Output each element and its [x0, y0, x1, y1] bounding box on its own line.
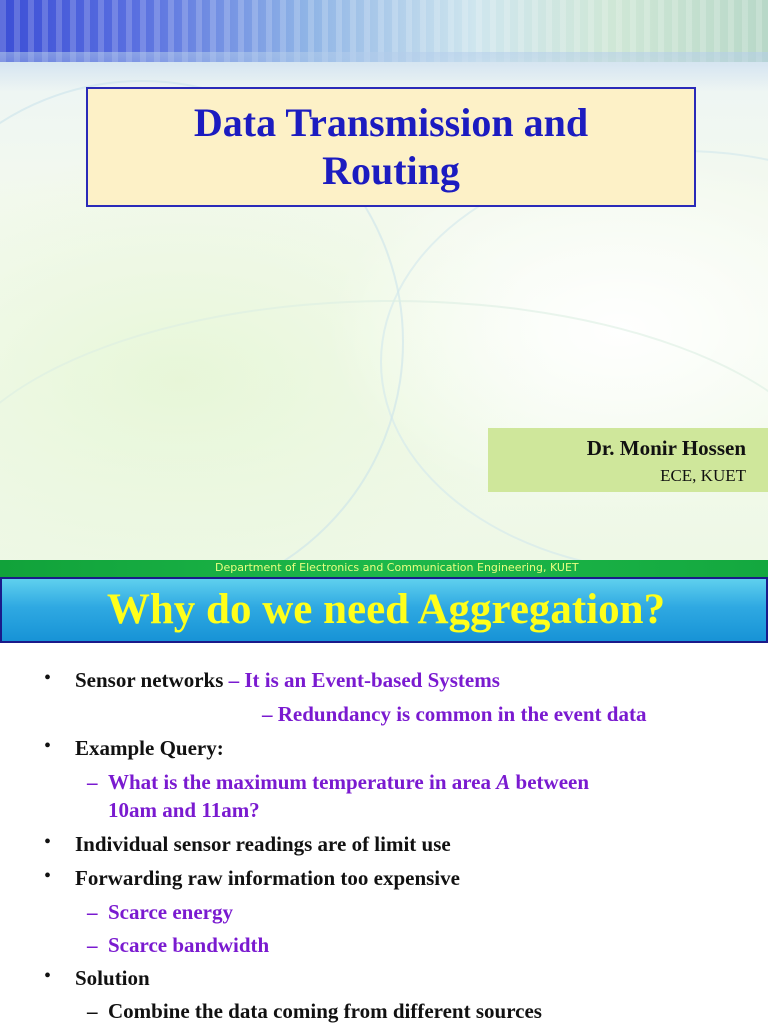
list-item	[262, 701, 646, 727]
content-slide	[0, 560, 768, 1024]
title-box	[86, 87, 696, 207]
bullet-marker: •	[44, 831, 52, 853]
query-line-two: 10am and 11am?	[108, 798, 260, 822]
query-pre: What is the maximum temperature in area	[108, 770, 492, 794]
query-variable: A	[496, 770, 511, 794]
forwarding-raw: Forwarding raw information too expensive	[75, 866, 460, 890]
list-item	[75, 667, 500, 693]
heading-bar	[0, 577, 768, 643]
individual-readings: Individual sensor readings are of limit use	[75, 832, 451, 856]
sensor-sub-event: – It is an Event-based Systems	[228, 668, 500, 692]
dash-marker: –	[87, 999, 98, 1023]
department-band	[0, 560, 768, 577]
example-query-label: Example Query:	[75, 736, 224, 760]
slide-title: Data Transmission and Routing	[193, 100, 589, 193]
dash-marker: –	[87, 770, 98, 794]
combine-data: Combine the data coming from different sources	[108, 999, 542, 1023]
bullet-marker: •	[44, 735, 52, 757]
author-box	[488, 428, 768, 492]
top-decorative-band	[0, 0, 768, 62]
solution-label: Solution	[75, 966, 150, 990]
dash-marker: –	[87, 900, 98, 924]
bullet-marker: •	[44, 965, 52, 987]
slide-heading: Why do we need Aggregation?	[106, 586, 666, 633]
scarce-bandwidth: Scarce bandwidth	[108, 933, 270, 957]
sensor-networks-label: Sensor networks	[75, 668, 224, 692]
dash-marker: –	[87, 933, 98, 957]
bullet-marker: •	[44, 865, 52, 887]
bullet-marker: •	[44, 667, 52, 689]
scarce-energy: Scarce energy	[108, 900, 233, 924]
query-text	[108, 769, 589, 795]
query-post: between	[515, 770, 590, 794]
sensor-sub-redundancy: – Redundancy is common in the event data	[262, 702, 647, 726]
bullet-list	[0, 643, 768, 1024]
author-name: Dr. Monir Hossen	[586, 436, 746, 460]
author-affiliation: ECE, KUET	[660, 466, 746, 485]
department-text: Department of Electronics and Communication Engineering, KUET	[215, 561, 579, 574]
